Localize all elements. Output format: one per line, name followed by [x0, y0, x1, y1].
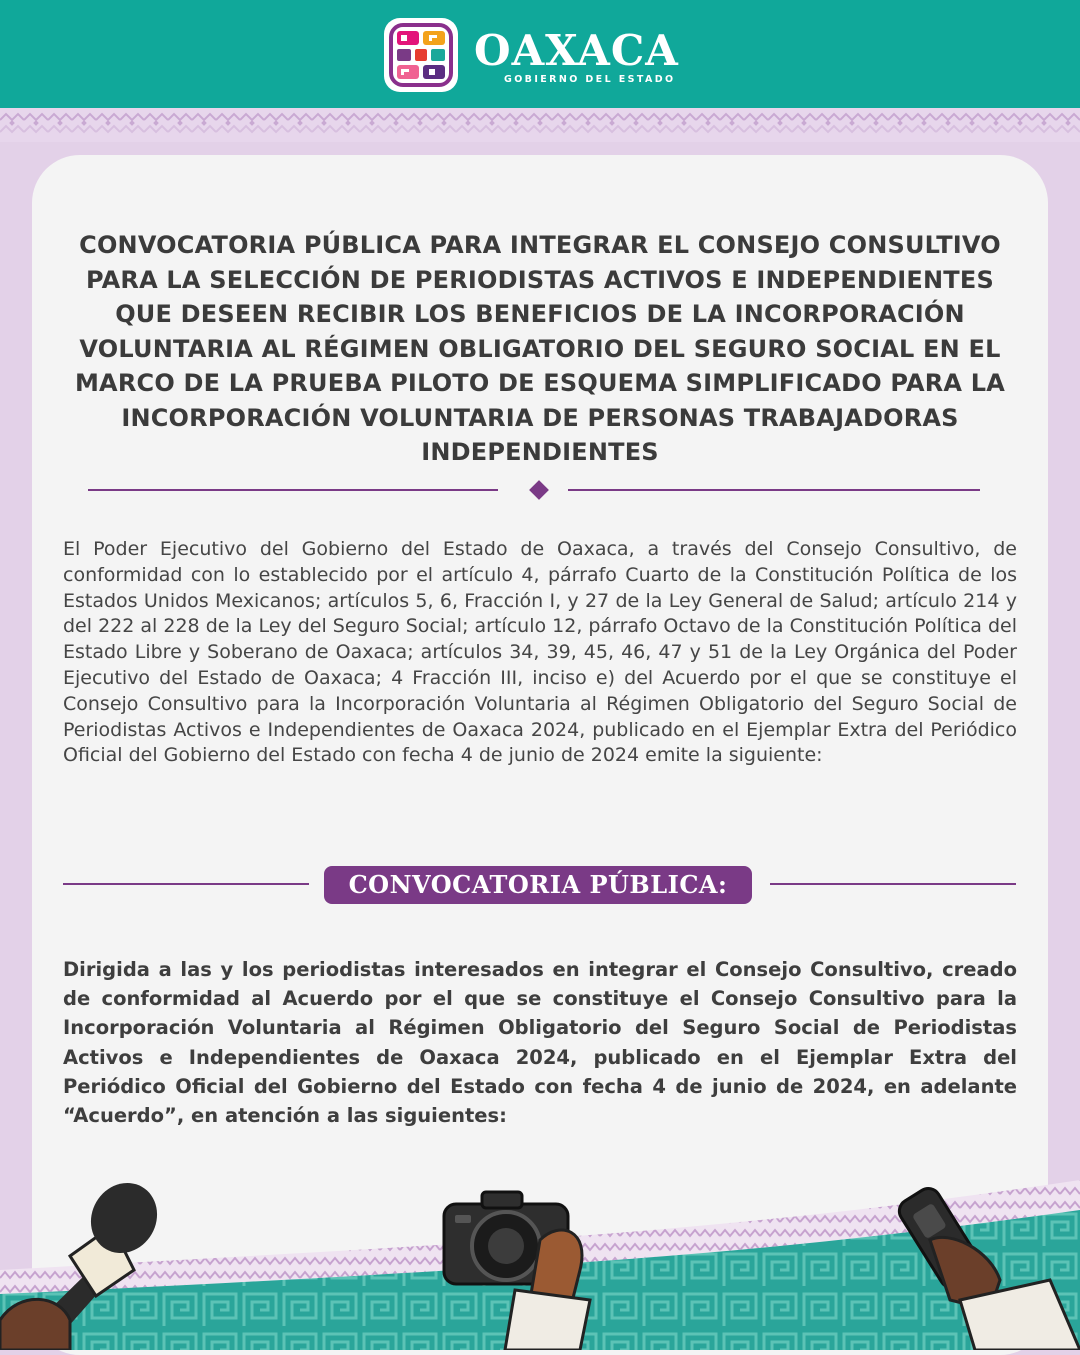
oaxaca-logo-icon — [384, 18, 458, 92]
section-label: CONVOCATORIA PÚBLICA: — [324, 866, 752, 904]
title-divider-right — [568, 489, 980, 491]
section-divider-left — [63, 883, 309, 885]
brand-subtitle: GOBIERNO DEL ESTADO — [504, 74, 676, 85]
section-divider-right — [770, 883, 1016, 885]
site-header — [0, 0, 1080, 108]
body-text-end: , en atención a las siguientes: — [176, 1104, 507, 1128]
intro-paragraph: El Poder Ejecutivo del Gobierno del Estado de Oaxaca, a través del Consejo Consultivo, de conformidad con lo establecido por el artículo 4, párrafo Cuarto de la Constitución Política de los Estados Unidos Mexicanos; artículos 5, 6, Fracción I, y 27 de la Ley General de Salud; artículo 214 y del 222 al 228 de la Ley del Seguro Social; artículo 12, párrafo Octavo de la Constitución Política del Estado Libre y Soberano de Oaxaca; artículos 34, 39, 45, 46, 47 y 51 de la Ley Orgánica del Poder Ejecutivo del Estado de Oaxaca; 4 Fracción III, inciso e) del Acuerdo por el que se constituye el Consejo Consultivo para la Incorporación Voluntaria al Régimen Obligatorio del Seguro Social de Periodistas Activos e Independientes de Oaxaca 2024, publicado en el Ejemplar Extra del Periódico Oficial del Gobierno del Estado con fecha 4 de junio de 2024 emite la siguiente: — [63, 538, 1017, 767]
body-paragraph — [63, 955, 1017, 1130]
brand-name: OAXACA — [474, 26, 679, 75]
decorative-pattern-band — [0, 108, 1080, 142]
acuerdo-emphasis: “Acuerdo” — [63, 1104, 177, 1128]
footer-illustration — [0, 1170, 1080, 1354]
body-text-start: Dirigida a las y los periodistas interesados en integrar el Consejo Consultivo, creado de conformidad al Acuerdo por el que se constituye el Consejo Consultivo para la Incorporación Voluntaria al Régimen Obligatorio del Seguro Social de Periodistas Activos e Independientes de Oaxaca 2024, publicado en el Ejemplar Extra del Periódico Oficial del Gobierno del Estado con fecha 4 de junio de 2024, en adelante — [63, 958, 1017, 1098]
page-title: CONVOCATORIA PÚBLICA PARA INTEGRAR EL CONSEJO CONSULTIVO PARA LA SELECCIÓN DE PERIODISTAS ACTIVOS E INDEPENDIENTES QUE DESEEN RECIBIR LOS BENEFICIOS DE LA INCORPORACIÓN VOLUNTARIA AL RÉGIMEN OBLIGATORIO DEL SEGURO SOCIAL EN EL MARCO DE LA PRUEBA PILOTO DE ESQUEMA SIMPLIFICADO PARA LA INCORPORACIÓN VOLUNTARIA DE PERSONAS TRABAJADORAS INDEPENDIENTES — [74, 231, 1006, 466]
title-divider-left — [88, 489, 498, 491]
